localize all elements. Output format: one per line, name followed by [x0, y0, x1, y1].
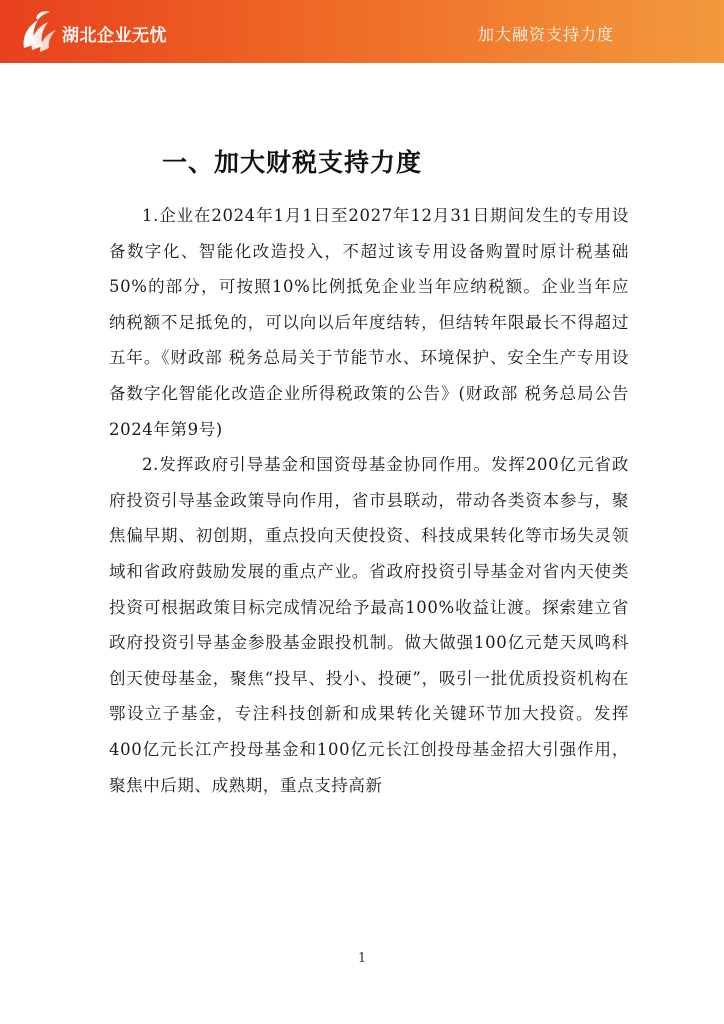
paragraph-2: 2.发挥政府引导基金和国资母基金协同作用。发挥200亿元省政府投资引导基金政策导向作用，省市县联动，带动各类资本参与，聚焦偏早期、初创期，重点投向天使投资、科技成果转化等市场失灵领域和省政府鼓励发展的重点产业。省政府投资引导基金对省内天使类投资可根据政策目标完成情况给予最高100%收益让渡。探索建立省政府投资引导基金参股基金跟投机制。做大做强100亿元楚天凤鸣科创天使母基金，聚焦“投早、投小、投硬”，吸引一批优质投资机构在鄂设立子基金，专注科技创新和成果转化关键环节加大投资。发挥400亿元长江产投母基金和100亿元长江创投母基金招大引强作用，聚焦中后期、成熟期，重点支持高新: [109, 455, 629, 795]
phoenix-logo-icon: [18, 8, 58, 54]
section-tag: 加大融资支持力度: [477, 25, 614, 44]
page-heading: 一、加大财税支持力度: [162, 148, 423, 177]
page-number: 1: [357, 951, 367, 966]
header-banner: [0, 0, 724, 63]
brand-name: 湖北企业无忧: [62, 26, 167, 46]
paragraph-1: 1.企业在2024年1月1日至2027年12月31日期间发生的专用设备数字化、智能化改造投入，不超过该专用设备购置时原计税基础50%的部分，可按照10%比例抵免企业当年应纳税额。企业当年应纳税额不足抵免的，可以向以后年度结转，但结转年限最长不得超过五年。《财政部 税务总局关于节能节水、环境保护、安全生产专用设备数字化智能化改造企业所得税政策的公告》(财政部 税务总局公告2024年第9号): [109, 206, 629, 439]
document-body: [109, 198, 629, 803]
